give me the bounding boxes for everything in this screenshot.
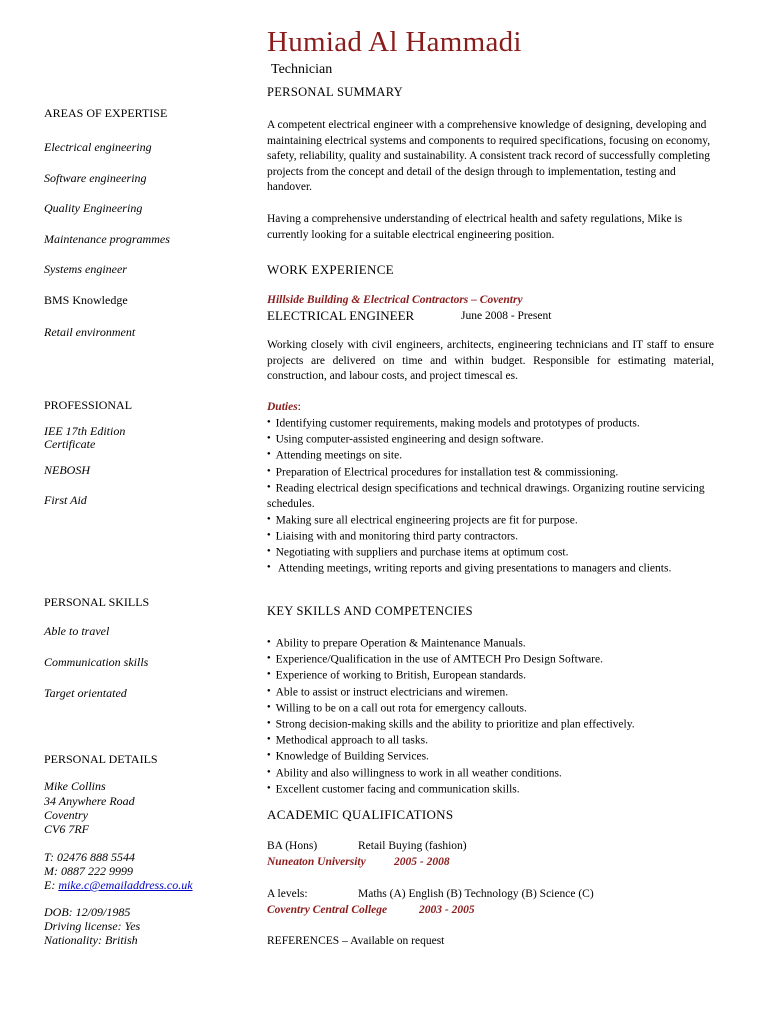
key-skill-item: ● Knowledge of Building Services. — [267, 749, 714, 765]
duty-item: ● Making sure all electrical engineering projects are fit for purpose. — [267, 513, 714, 529]
key-skill-item: ● Experience/Qualification in the use of AMTECH Pro Design Software. — [267, 652, 714, 668]
professional-heading: PROFESSIONAL — [44, 398, 133, 412]
professional-item: NEBOSH — [44, 463, 90, 477]
candidate-role: Technician — [271, 62, 333, 77]
nationality: Nationality: British — [44, 933, 138, 947]
university-years: 2005 - 2008 — [394, 856, 450, 868]
phone-telephone: T: 02476 888 5544 — [44, 850, 136, 864]
key-skill-item: ● Ability to prepare Operation & Maintenance Manuals. — [267, 636, 714, 652]
a-levels-label: A levels: — [267, 888, 308, 900]
summary-heading: PERSONAL SUMMARY — [267, 85, 403, 99]
duty-item: ● Preparation of Electrical procedures for installation test & commissioning. — [267, 465, 714, 481]
duty-item: ● Reading electrical design specifications and technical drawings. Organizing routine servicing schedules. — [267, 481, 714, 513]
expertise-item: Systems engineer — [44, 262, 127, 276]
professional-item: First Aid — [44, 493, 87, 507]
driving-license: Driving license: Yes — [44, 919, 141, 933]
summary-paragraph-2: Having a comprehensive understanding of electrical health and safety regulations, Mike is currently looking for a suitable electrical engineering position. — [267, 213, 683, 241]
duty-item: ● Identifying customer requirements, making models and prototypes of products. — [267, 416, 714, 432]
college: Coventry Central College — [267, 904, 388, 916]
address-line: Coventry — [44, 808, 88, 822]
work-description: Working closely with civil engineers, architects, engineering technicians and IT staff to ensure projects are delivered on time and within budget. Responsible for estimating material, construction, and labour costs, and project timescal es. — [267, 339, 714, 382]
expertise-item: Maintenance programmes — [44, 232, 170, 246]
position-dates: June 2008 - Present — [461, 310, 552, 322]
work-heading: WORK EXPERIENCE — [267, 262, 394, 277]
college-years: 2003 - 2005 — [419, 904, 475, 916]
degree: BA (Hons) — [267, 840, 318, 852]
email-line — [44, 878, 244, 893]
expertise-item: Quality Engineering — [44, 201, 143, 215]
degree-subject: Retail Buying (fashion) — [358, 840, 467, 852]
professional-item: IEE 17th Edition — [44, 424, 126, 438]
duties-label-colon: : — [297, 401, 301, 413]
expertise-item: BMS Knowledge — [44, 293, 128, 307]
key-skills-list — [267, 636, 714, 798]
key-skill-item: ● Ability and also willingness to work in all weather conditions. — [267, 766, 714, 782]
duties-label — [267, 401, 301, 413]
address-line: Mike Collins — [44, 779, 106, 793]
email-link[interactable]: mike.c@emailaddress.co.uk — [58, 878, 193, 892]
key-skill-item: ● Willing to be on a call out rota for emergency callouts. — [267, 701, 714, 717]
professional-item: Certificate — [44, 437, 96, 451]
address-line: CV6 7RF — [44, 822, 89, 836]
university: Nuneaton University — [267, 856, 366, 868]
skills-item: Able to travel — [44, 624, 110, 638]
key-skill-item: ● Experience of working to British, European standards. — [267, 668, 714, 684]
skills-item: Communication skills — [44, 655, 149, 669]
email-prefix: E: — [44, 878, 59, 892]
academic-heading: ACADEMIC QUALIFICATIONS — [267, 807, 454, 822]
a-levels-subjects: Maths (A) English (B) Technology (B) Science (C) — [358, 888, 594, 900]
key-skill-item: ● Excellent customer facing and communication skills. — [267, 782, 714, 798]
expertise-item: Retail environment — [44, 325, 136, 339]
key-skill-item: ● Methodical approach to all tasks. — [267, 733, 714, 749]
duty-item: ● Negotiating with suppliers and purchase items at optimum cost. — [267, 545, 714, 561]
details-heading: PERSONAL DETAILS — [44, 752, 158, 766]
employer: Hillside Building & Electrical Contractors – Coventry — [267, 294, 523, 306]
expertise-item: Software engineering — [44, 171, 147, 185]
duties-list — [267, 416, 714, 578]
candidate-name: Humiad Al Hammadi — [267, 26, 522, 58]
duty-item: ● Using computer-assisted engineering and design software. — [267, 432, 714, 448]
duty-item: ● Liaising with and monitoring third party contractors. — [267, 529, 714, 545]
key-skill-item: ● Able to assist or instruct electricians and wiremen. — [267, 685, 714, 701]
skills-heading: PERSONAL SKILLS — [44, 595, 150, 609]
address-line: 34 Anywhere Road — [44, 794, 135, 808]
duty-item: ● Attending meetings on site. — [267, 448, 714, 464]
expertise-item: Electrical engineering — [44, 140, 152, 154]
dob: DOB: 12/09/1985 — [44, 905, 131, 919]
skills-item: Target orientated — [44, 686, 127, 700]
position-title: ELECTRICAL ENGINEER — [267, 308, 415, 323]
expertise-heading: AREAS OF EXPERTISE — [44, 106, 168, 120]
phone-mobile: M: 0887 222 9999 — [44, 864, 133, 878]
summary-paragraph-1: A competent electrical engineer with a comprehensive knowledge of designing, developing and maintaining electrical systems and components to required specifications, focusing on economy, safety, reliability, quality and sustainability. A consistent track record of successfully completing projects from the concept and detail of the design through to implementation, testing and handover. — [267, 119, 711, 193]
duty-item: ● Attending meetings, writing reports and giving presentations to managers and clients. — [267, 561, 714, 577]
duties-label-text: Duties — [267, 401, 298, 413]
key-skill-item: ● Strong decision-making skills and the ability to prioritize and plan effectively. — [267, 717, 714, 733]
key-skills-heading: KEY SKILLS AND COMPETENCIES — [267, 604, 473, 618]
references: REFERENCES – Available on request — [267, 935, 445, 947]
